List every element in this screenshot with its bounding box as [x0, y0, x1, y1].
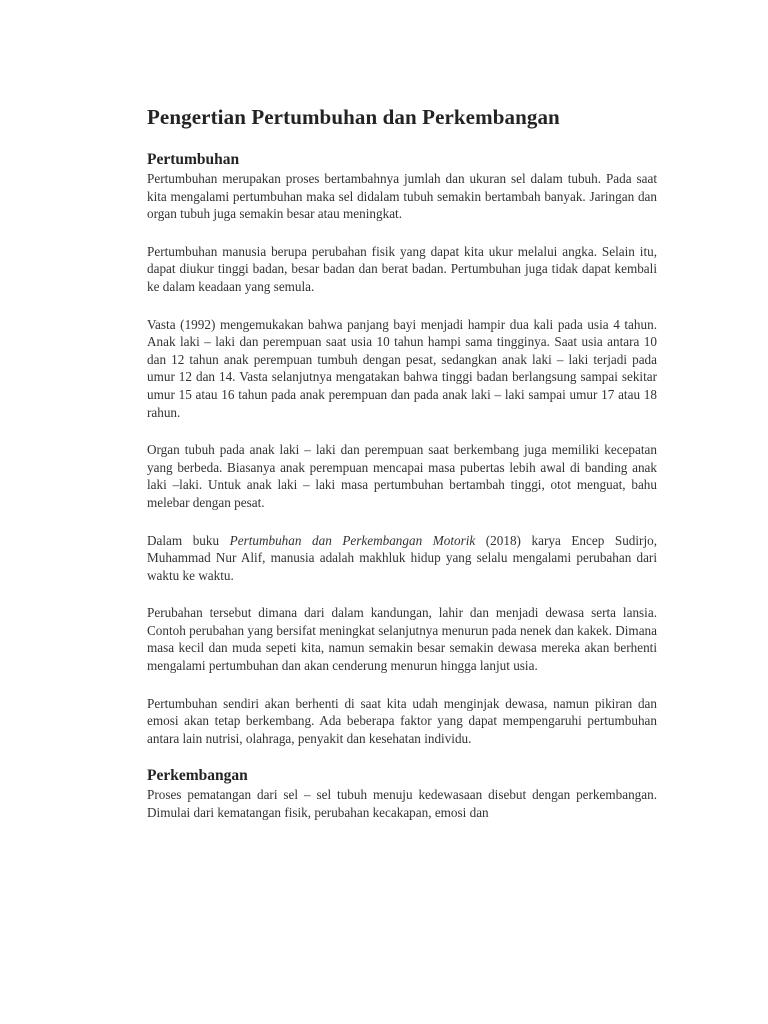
- paragraph: Pertumbuhan sendiri akan berhenti di saat kita udah menginjak dewasa, namun pikiran dan emosi akan tetap berkembang. Ada beberapa faktor yang dapat mempengaruhi pertumbuhan antara lain nutrisi, olahraga, penyakit dan kesehatan individu.: [147, 695, 657, 746]
- paragraph-with-book-title: [147, 532, 657, 585]
- page-title: Pengertian Pertumbuhan dan Perkembangan: [147, 105, 560, 129]
- paragraph-text: Dalam buku: [147, 532, 230, 548]
- paragraph: Vasta (1992) mengemukakan bahwa panjang bayi menjadi hampir dua kali pada usia 4 tahun. Anak laki – laki dan perempuan saat usia 10 tahun hampi sama tingginya. Saat usia antara 10 dan 12 tahun anak perempuan tumbuh dengan pesat, sedangkan anak laki – laki terjadi pada umur 12 dan 14. Vasta selanjutnya mengatakan bahwa tinggi badan berlangsung sampai sekitar umur 15 atau 16 tahun pada anak perempuan dan pada anak laki – laki sampai umur 17 atau 18 rahun.: [147, 316, 657, 420]
- paragraph-text: (2018) karya Encep Sudirjo, Muhammad Nur Alif, manusia adalah makhluk hidup yang selalu mengalami perubahan dari waktu ke waktu.: [147, 532, 657, 583]
- paragraph: Pertumbuhan merupakan proses bertambahnya jumlah dan ukuran sel dalam tubuh. Pada saat kita mengalami pertumbuhan maka sel didalam tubuh semakin bertambah banyak. Jaringan dan organ tubuh juga semakin besar atau meningkat.: [147, 171, 657, 222]
- paragraph: Organ tubuh pada anak laki – laki dan perempuan saat berkembang juga memiliki kecepatan yang berbeda. Biasanya anak perempuan mencapai masa pubertas lebih awal di banding anak laki –laki. Untuk anak laki – laki masa pertumbuhan bertambah tinggi, otot menguat, bahu melebar dengan pesat.: [147, 442, 657, 510]
- paragraph: Proses pematangan dari sel – sel tubuh menuju kedewasaan disebut dengan perkembangan. Dimulai dari kematangan fisik, perubahan kecakapan, emosi dan: [147, 787, 657, 821]
- document-content: [147, 103, 657, 822]
- paragraph: Pertumbuhan manusia berupa perubahan fisik yang dapat kita ukur melalui angka. Selain itu, dapat diukur tinggi badan, besar badan dan berat badan. Pertumbuhan juga tidak dapat kembali ke dalam keadaan yang semula.: [147, 243, 657, 294]
- section-heading-pertumbuhan: Pertumbuhan: [147, 151, 240, 168]
- section-heading-perkembangan: Perkembangan: [147, 767, 248, 785]
- paragraph: Perubahan tersebut dimana dari dalam kandungan, lahir dan menjadi dewasa serta lansia. Contoh perubahan yang bersifat meningkat selanjutnya menurun pada nenek dan kakek. Dimana masa kecil dan muda sepeti kita, namun semakin besar semakin dewasa mereka akan berhenti mengalami pertumbuhan dan akan cenderung menurun hingga lanjut usia.: [147, 605, 657, 674]
- book-title: Pertumbuhan dan Perkembangan Motorik: [229, 532, 476, 548]
